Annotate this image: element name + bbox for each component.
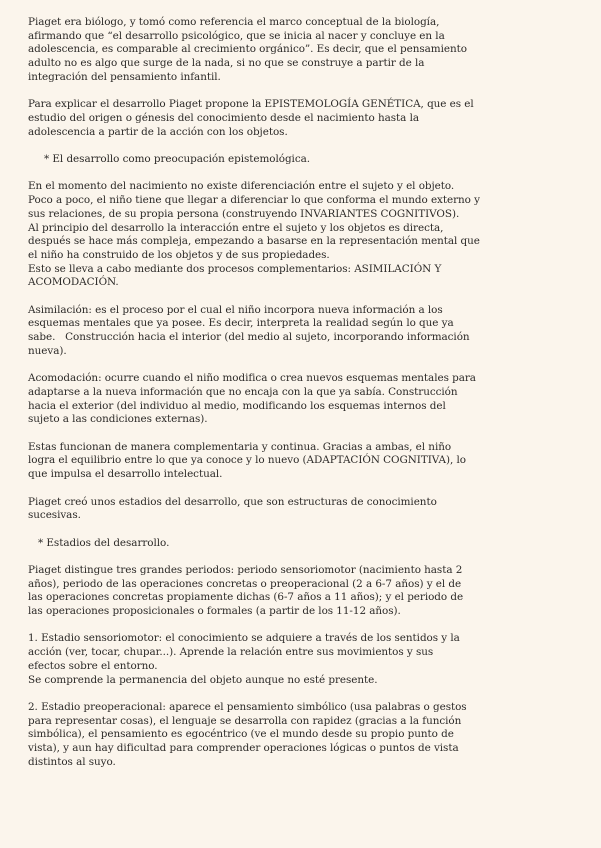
text-line: adolescencia, es comparable al crecimiento orgánico”. Es decir, que el pensamiento (28, 43, 467, 56)
text-line: distintos al suyo. (28, 755, 116, 768)
text-line: adulto no es algo que surge de la nada, si no que se construye a partir de la (28, 57, 425, 70)
text-line: que impulsa el desarrollo intelectual. (28, 468, 223, 481)
text-line: Piaget era biólogo, y tomó como referencia el marco conceptual de la biología, (28, 16, 440, 28)
text-line: sucesivas. (28, 509, 81, 522)
document-body (28, 16, 568, 770)
text-line: adolescencia a partir de la acción con los objetos. (28, 125, 288, 138)
text-line: acción (ver, tocar, chupar...). Aprende la relación entre sus movimientos y sus (28, 646, 434, 659)
text-line: las operaciones concretas propiamente dichas (6-7 años a 11 años); y el periodo de (28, 591, 464, 604)
paragraph-sensorimotor-stage (28, 632, 568, 687)
text-line: Acomodación: ocurre cuando el niño modifica o crea nuevos esquemas mentales para (28, 372, 476, 385)
text-line: Piaget distingue tres grandes periodos: periodo sensoriomotor (nacimiento hasta 2 (28, 563, 463, 576)
text-line: adaptarse a la nueva información que no encaja con la que ya sabía. Construcción (28, 385, 458, 398)
paragraph-three-periods (28, 564, 568, 619)
text-line: Poco a poco, el niño tiene que llegar a diferenciar lo que conforma el mundo externo y (28, 194, 480, 207)
text-line: Al principio del desarrollo la interacción entre el sujeto y los objetos es directa, (28, 221, 444, 234)
paragraph-birth-differentiation (28, 180, 568, 290)
text-line: * Estadios del desarrollo. (38, 536, 170, 549)
paragraph-assimilation (28, 304, 568, 359)
text-line: sus relaciones, de su propia persona (construyendo INVARIANTES COGNITIVOS). (28, 207, 460, 220)
text-line: vista), y aun hay dificultad para comprender operaciones lógicas o puntos de vista (28, 742, 459, 755)
text-line: Asimilación: es el proceso por el cual el niño incorpora nueva información a los (28, 303, 443, 316)
paragraph-genetic-epistemology (28, 98, 568, 139)
text-line: hacia el exterior (del individuo al medio, modificando los esquemas internos del (28, 399, 446, 412)
text-line: Se comprende la permanencia del objeto aunque no esté presente. (28, 673, 378, 686)
text-line: 2. Estadio preoperacional: aparece el pensamiento simbólico (usa palabras o gestos (28, 700, 467, 713)
text-line: Piaget creó unos estadios del desarrollo, que son estructuras de conocimiento (28, 495, 437, 508)
paragraph-development-stages-intro (28, 496, 568, 523)
paragraph-accommodation (28, 372, 568, 427)
text-line: sujeto a las condiciones externas). (28, 413, 208, 426)
text-line: ACOMODACIÓN. (28, 276, 119, 289)
text-line: simbólica), el pensamiento es egocéntrico (ve el mundo desde su propio punto de (28, 728, 454, 741)
text-line: el niño ha construido de los objetos y de sus propiedades. (28, 248, 330, 261)
text-line: logra el equilibrio entre lo que ya conoce y lo nuevo (ADAPTACIÓN COGNITIVA), lo (28, 454, 466, 467)
text-line: afirmando que “el desarrollo psicológico, que se inicia al nacer y concluye en la (28, 29, 445, 42)
section-heading-development-stages (28, 537, 568, 551)
text-line: para representar cosas), el lenguaje se desarrolla con rapidez (gracias a la función (28, 714, 462, 727)
paragraph-intro-piaget-biologist (28, 16, 568, 85)
text-line: después se hace más compleja, empezando a basarse en la representación mental que (28, 235, 480, 248)
text-line: estudio del origen o génesis del conocimiento desde el nacimiento hasta la (28, 111, 419, 124)
text-line: efectos sobre el entorno. (28, 659, 158, 672)
text-line: integración del pensamiento infantil. (28, 70, 221, 83)
text-line: * El desarrollo como preocupación epistemológica. (44, 153, 311, 165)
text-line: esquemas mentales que ya posee. Es decir, interpreta la realidad según lo que ya (28, 317, 454, 330)
text-line: 1. Estadio sensoriomotor: el conocimiento se adquiere a través de los sentidos y la (28, 632, 460, 645)
text-line: años), periodo de las operaciones concretas o preoperacional (2 a 6-7 años) y el de (28, 577, 462, 590)
paragraph-cognitive-adaptation (28, 441, 568, 482)
section-heading-epistemological-concern (28, 153, 568, 167)
text-line: Esto se lleva a cabo mediante dos procesos complementarios: ASIMILACIÓN Y (28, 262, 442, 275)
text-line: las operaciones proposicionales o formales (a partir de los 11-12 años). (28, 605, 401, 618)
text-line: sabe. Construcción hacia el interior (del medio al sujeto, incorporando información (28, 331, 470, 344)
text-line: nueva). (28, 344, 67, 357)
text-line: Estas funcionan de manera complementaria y continua. Gracias a ambas, el niño (28, 440, 452, 453)
paragraph-preoperational-stage (28, 701, 568, 770)
text-line: Para explicar el desarrollo Piaget propone la EPISTEMOLOGÍA GENÉTICA, que es el (28, 98, 474, 111)
text-line: En el momento del nacimiento no existe diferenciación entre el sujeto y el objeto. (28, 180, 455, 193)
